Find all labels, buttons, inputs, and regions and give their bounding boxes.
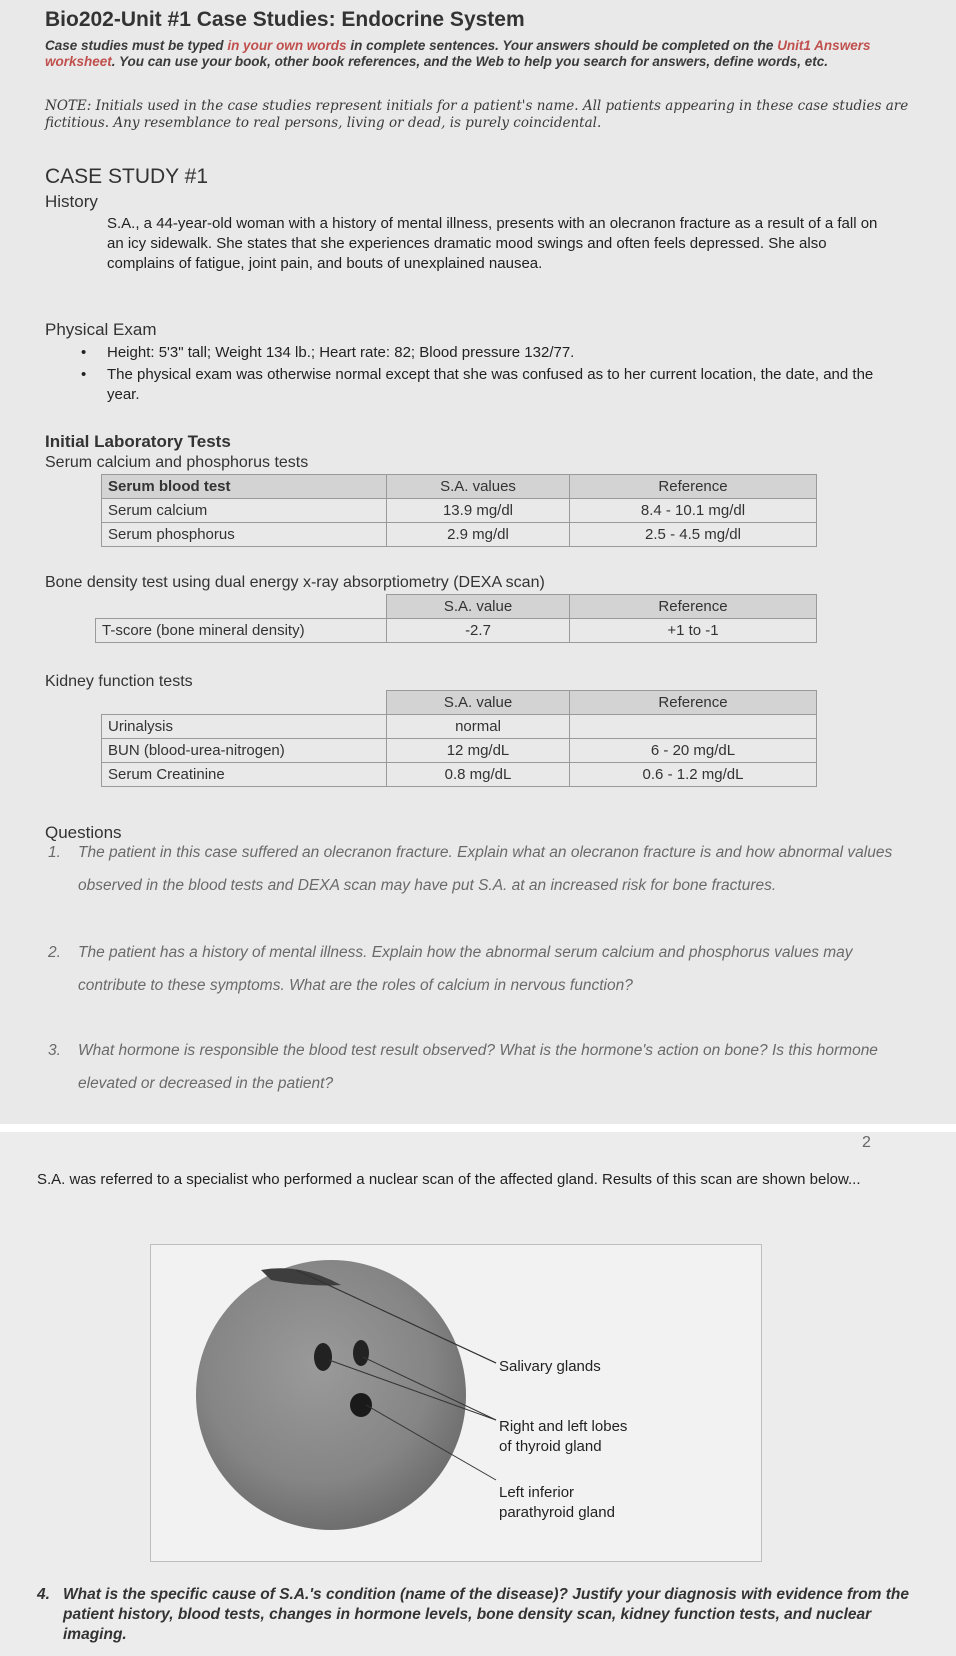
- history-paragraph: S.A., a 44-year-old woman with a history of mental illness, presents with an olecranon fracture as a result of a fall on an icy sidewalk. She states that she experiences dramatic mood swings and often feels depressed. She also complains of fatigue, joint pain, and bouts of unexplained nausea.: [107, 215, 878, 272]
- table-header-row: [102, 691, 817, 715]
- parathyroid-label-line-2: parathyroid gland: [499, 1504, 615, 1521]
- table-cell: +1 to -1: [570, 619, 817, 643]
- table-header-row: [102, 475, 817, 499]
- thyroid-label-line-2: of thyroid gland: [499, 1438, 602, 1455]
- table-cell: Serum Creatinine: [102, 763, 387, 787]
- table-cell: Serum calcium: [102, 499, 387, 523]
- instructions-text-3: . You can use your book, other book references, and the Web to help you search for answers, define words, etc.: [111, 54, 828, 69]
- table-header-cell: S.A. values: [387, 475, 570, 499]
- table-header-cell: Reference: [570, 475, 817, 499]
- thyroid-right-lobe: [314, 1343, 332, 1371]
- table-row: [102, 763, 817, 787]
- parathyroid-label-line-1: Left inferior: [499, 1484, 575, 1501]
- parathyroid-label: [499, 1483, 615, 1523]
- table-row: [102, 499, 817, 523]
- instructions-paragraph: [45, 38, 925, 70]
- table-cell: 2.5 - 4.5 mg/dl: [570, 523, 817, 547]
- question-number: 4.: [37, 1586, 50, 1603]
- question-text: The patient has a history of mental illness. Explain how the abnormal serum calcium and phosphorus values may contribute to these symptoms. What are the roles of calcium in nervous function?: [78, 944, 853, 994]
- table-cell: 0.6 - 1.2 mg/dL: [570, 763, 817, 787]
- table-row: [102, 715, 817, 739]
- table-header-cell: S.A. value: [387, 691, 570, 715]
- question-text: The patient in this case suffered an olecranon fracture. Explain what an olecranon fracture is and how abnormal values observed in the blood tests and DEXA scan may have put S.A. at an increased risk for bone fractures.: [78, 844, 893, 894]
- table-cell: 2.9 mg/dl: [387, 523, 570, 547]
- table-header-cell: [102, 691, 387, 715]
- worksheet-link: Unit1 Answers worksheet: [45, 38, 871, 69]
- serum-table: [101, 474, 817, 547]
- dexa-title: Bone density test using dual energy x-ray absorptiometry (DEXA scan): [45, 574, 545, 591]
- table-cell: 8.4 - 10.1 mg/dl: [570, 499, 817, 523]
- table-cell: 6 - 20 mg/dL: [570, 739, 817, 763]
- instructions-text-1: Case studies must be typed: [45, 38, 228, 53]
- bullet-icon: •: [81, 344, 87, 361]
- nuclear-scan-figure: [150, 1244, 762, 1562]
- table-header-cell: S.A. value: [387, 595, 570, 619]
- table-cell: 13.9 mg/dl: [387, 499, 570, 523]
- page-title: Bio202-Unit #1 Case Studies: Endocrine System: [45, 8, 525, 31]
- lab-tests-heading: Initial Laboratory Tests: [45, 432, 231, 451]
- table-header-row: [96, 595, 817, 619]
- table-row: [96, 619, 817, 643]
- table-cell: 0.8 mg/dL: [387, 763, 570, 787]
- list-item-text: Height: 5'3" tall; Weight 134 lb.; Heart rate: 82; Blood pressure 132/77.: [107, 344, 575, 361]
- nuclear-scan-image: [151, 1245, 761, 1561]
- question-text: What is the specific cause of S.A.'s condition (name of the disease)? Justify your diagnosis with evidence from the patient history, blood tests, changes in hormone levels, bone density scan, kidney function tests, and nuclear imaging.: [63, 1586, 910, 1643]
- thyroid-label-line-1: Right and left lobes: [499, 1418, 628, 1435]
- table-row: [102, 523, 817, 547]
- table-cell: T-score (bone mineral density): [96, 619, 387, 643]
- thyroid-left-lobe: [353, 1340, 369, 1366]
- thyroid-label: [499, 1417, 627, 1457]
- page-number: 2: [862, 1134, 871, 1151]
- questions-heading: Questions: [45, 823, 122, 842]
- list-item: [81, 365, 897, 405]
- question-number: 2.: [48, 944, 61, 961]
- table-cell: BUN (blood-urea-nitrogen): [102, 739, 387, 763]
- question-text: What hormone is responsible the blood test result observed? What is the hormone's action on bone? Is this hormone elevated or decreased in the patient?: [78, 1042, 878, 1092]
- table-row: [102, 739, 817, 763]
- kidney-tests-title: Kidney function tests: [45, 673, 193, 690]
- table-header-cell: Reference: [570, 691, 817, 715]
- parathyroid-uptake: [350, 1393, 372, 1417]
- table-header-cell: Serum blood test: [102, 475, 387, 499]
- instructions-text-2: in complete sentences. Your answers should be completed on the: [346, 38, 778, 53]
- table-cell: Urinalysis: [102, 715, 387, 739]
- physical-exam-list: [81, 343, 897, 407]
- list-item: [81, 343, 897, 363]
- table-header-cell: Reference: [570, 595, 817, 619]
- serum-tests-title: Serum calcium and phosphorus tests: [45, 454, 309, 471]
- question-number: 1.: [48, 844, 61, 861]
- salivary-glands-label: Salivary glands: [499, 1358, 601, 1375]
- case-study-heading: CASE STUDY #1: [45, 165, 209, 188]
- list-item-text: The physical exam was otherwise normal except that she was confused as to her current location, the date, and the year.: [107, 366, 874, 403]
- table-cell: -2.7: [387, 619, 570, 643]
- questions-list: [48, 836, 908, 1092]
- history-heading: History: [45, 192, 98, 211]
- table-cell: 12 mg/dL: [387, 739, 570, 763]
- kidney-table: [101, 690, 817, 787]
- question-4: [37, 1585, 917, 1645]
- question-number: 3.: [48, 1042, 61, 1059]
- table-cell: normal: [387, 715, 570, 739]
- table-cell: Serum phosphorus: [102, 523, 387, 547]
- scan-intro-paragraph: S.A. was referred to a specialist who performed a nuclear scan of the affected gland. Results of this scan are shown below...: [37, 1171, 861, 1188]
- physical-exam-heading: Physical Exam: [45, 320, 157, 339]
- disclaimer-note: NOTE: Initials used in the case studies represent initials for a patient's name. All patients appearing in these case studies are fictitious. Any resemblance to real persons, living or dead, is purely coincidental.: [45, 98, 909, 131]
- bullet-icon: •: [81, 366, 87, 383]
- dexa-table: [95, 594, 817, 643]
- table-cell: [570, 715, 817, 739]
- instructions-emphasis: in your own words: [227, 38, 347, 53]
- table-header-cell: [96, 595, 387, 619]
